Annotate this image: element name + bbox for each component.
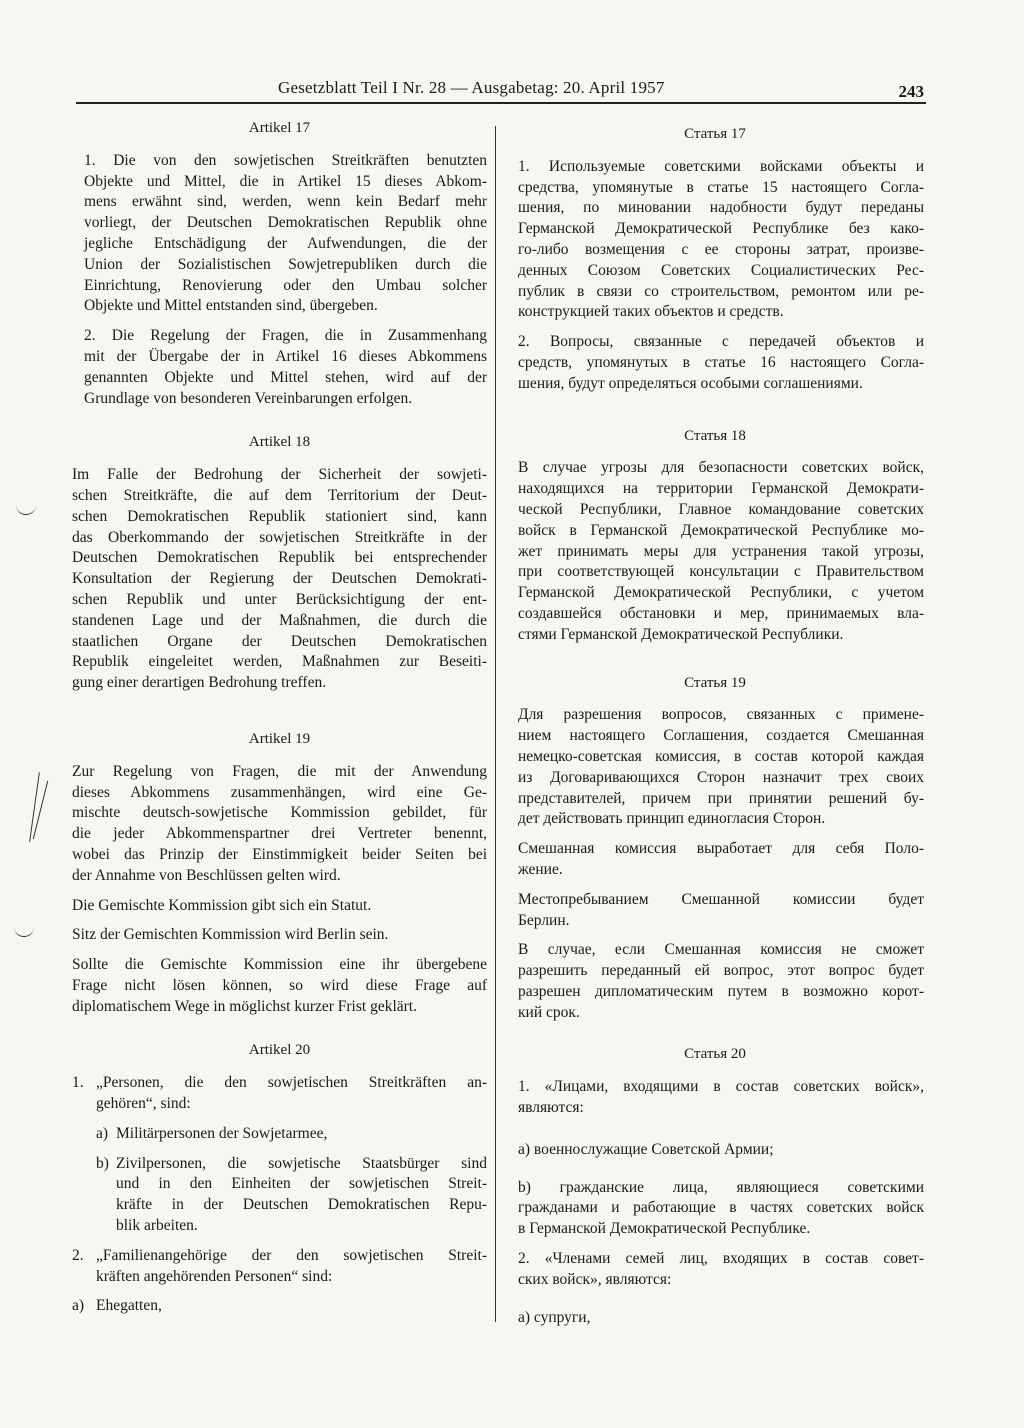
list-subitem: b) гражданские лица, являющиеся советскими гражданами и работающие в частях советских войск в Германской Демократической Республике. bbox=[518, 1178, 924, 1238]
margin-mark bbox=[16, 504, 36, 515]
article-heading: Artikel 18 bbox=[248, 434, 311, 451]
paragraph: 1. Используемые советскими войсками объекты и средства, упомянутые в статье 15 настоящего Согла- шения, по миновании надобности будут переданы Германской Демократической Республике без како- го-либо возмещения с ее стороны затрат, произве- денных Союзом Советских Социалистических Рес- публик в связи со строительством, ремонтом или ре- конструкцией таких объектов и средств. bbox=[518, 157, 924, 321]
page-number: 243 bbox=[898, 82, 924, 101]
paragraph: Для разрешения вопросов, связанных с примене- нием настоящего Соглашения, создается Смешанная немецко-советская комиссия, в состав которой каждая из Договаривающихся Сторон назначит трех своих представителей, причем при принятии решений бу- дет действовать принцип единогласия Сторон. bbox=[518, 706, 924, 828]
paragraph: Zur Regelung von Fragen, die mit der Anwendung dieses Abkommens zusammenhängen, wird eine Ge- mischte deutsch-sowjetische Kommission gebildet, für die jeder Abkommenspartner drei Vertreter benennt, wobei das Prinzip der Einstimmigkeit beider Seiten bei der Annahme von Beschlüssen gelten wird. bbox=[72, 762, 487, 884]
paragraph: Im Falle der Bedrohung der Sicherheit der sowjeti- schen Streitkräfte, die auf dem Territorium der Deut- schen Demokratischen Republik stationiert sind, kann das Oberkommando der sowjetischen Streitkräfte in der Deutschen Demokratischen Republik bei entsprechender Konsultation der Regierung der Deutschen Demokrati- schen Republik und unter Berücksichtigung der ent- standenen Lage und der Maßnahmen, die durch die staatlichen Organe der Deutschen Demokratischen Republik eingeleitet werden, Maßnahmen zur Beseiti- gung einer derartigen Bedrohung treffen. bbox=[72, 466, 487, 692]
paragraph: В случае, если Смешанная комиссия не сможет разрешить переданный ей вопрос, этот вопрос будет разрешен дипломатическим путем в возможно корот- кий срок. bbox=[518, 941, 924, 1021]
russian-column bbox=[506, 124, 924, 1337]
column-divider bbox=[495, 126, 496, 1322]
margin-mark bbox=[33, 781, 48, 839]
list-item: 1. „Personen, die den sowjetischen Streitkräften an- gehören“, sind: bbox=[72, 1074, 487, 1113]
header-title: Gesetzblatt Teil I Nr. 28 — Ausgabetag: 20. April 1957 bbox=[278, 78, 665, 97]
paragraph: Sitz der Gemischten Kommission wird Berlin sein. bbox=[72, 926, 389, 944]
paragraph: 2. «Членами семей лиц, входящих в состав совет- ских войск», являются: bbox=[518, 1250, 924, 1288]
list-subitem: а) супруги, bbox=[518, 1308, 591, 1326]
list-subitem: а) военнослужащие Советской Армии; bbox=[518, 1140, 774, 1158]
paragraph: 1. Die von den sowjetischen Streitkräften benutzten Objekte und Mittel, die in Artikel 15 dieses Abkom- mens erwähnt sind, werden, wenn kein Bedarf mehr vorliegt, der Deutschen Demokratischen Republik ohne jegliche Entschädigung der Aufwendungen, die der Union der Sozialistischen Sowjetrepubliken durch die Einrichtung, Renovierung oder den Umbau solcher Objekte und Mittel entstanden sind, übergeben. bbox=[84, 151, 487, 315]
paragraph: 2. Die Regelung der Fragen, die in Zusammenhang mit der Übergabe der in Artikel 16 dieses Abkommens genannten Objekte und Mittel stehen, wird auf der Grundlage von besonderen Vereinbarungen erfolgen. bbox=[84, 327, 487, 407]
article-heading: Статья 17 bbox=[684, 126, 746, 142]
paragraph: Местопребыванием Смешанной комиссии будет Берлин. bbox=[518, 890, 924, 929]
paragraph: Die Gemischte Kommission gibt sich ein Statut. bbox=[72, 896, 372, 914]
paragraph: 1. «Лицами, входящими в состав советских войск», являются: bbox=[518, 1078, 924, 1117]
list-subitem: b) Zivilpersonen, die sowjetische Staatsbürger sind und in den Einheiten der sowjetischen Streit- kräfte in der Deutschen Demokratischen Repu- blik arbeiten. bbox=[96, 1154, 487, 1235]
list-item: a) Ehegatten, bbox=[72, 1297, 162, 1315]
german-column bbox=[72, 118, 487, 1326]
header-rule bbox=[76, 102, 926, 104]
article-heading: Статья 18 bbox=[684, 427, 746, 444]
paragraph: 2. Вопросы, связанные с передачей объектов и средств, упомянутых в статье 16 настоящего Согла- шения, будут определяться особыми соглашениями. bbox=[518, 333, 924, 392]
list-subitem: a) Militärpersonen der Sowjetarmee, bbox=[96, 1124, 328, 1142]
paragraph: Sollte die Gemischte Kommission eine ihr übergebene Frage nicht lösen können, so wird diese Frage auf diplomatischem Wege in möglichst kurzer Frist geklärt. bbox=[72, 956, 487, 1015]
page-header bbox=[76, 72, 926, 102]
article-heading: Статья 20 bbox=[684, 1046, 746, 1063]
margin-mark bbox=[14, 926, 34, 937]
paragraph: В случае угрозы для безопасности советских войск, находящихся на территории Германской Демократи- ческой Республики, Главное командование советских войск в Германской Демократической Республике мо- жет принимать меры для устранения такой угрозы, при соответствующей консультации с Правительством Германской Демократической Республики, с учетом создавшейся обстановки и мер, принимаемых вла- стями Германской Демократической Республики. bbox=[518, 459, 924, 643]
article-heading: Artikel 19 bbox=[248, 730, 311, 747]
article-heading: Artikel 20 bbox=[248, 1042, 311, 1059]
list-item: 2. „Familienangehörige der den sowjetischen Streit- kräften angehörenden Personen“ sind: bbox=[72, 1246, 487, 1285]
paragraph: Смешанная комиссия выработает для себя Поло- жение. bbox=[518, 840, 924, 878]
article-heading: Artikel 17 bbox=[248, 120, 311, 136]
article-heading: Статья 19 bbox=[684, 674, 746, 691]
